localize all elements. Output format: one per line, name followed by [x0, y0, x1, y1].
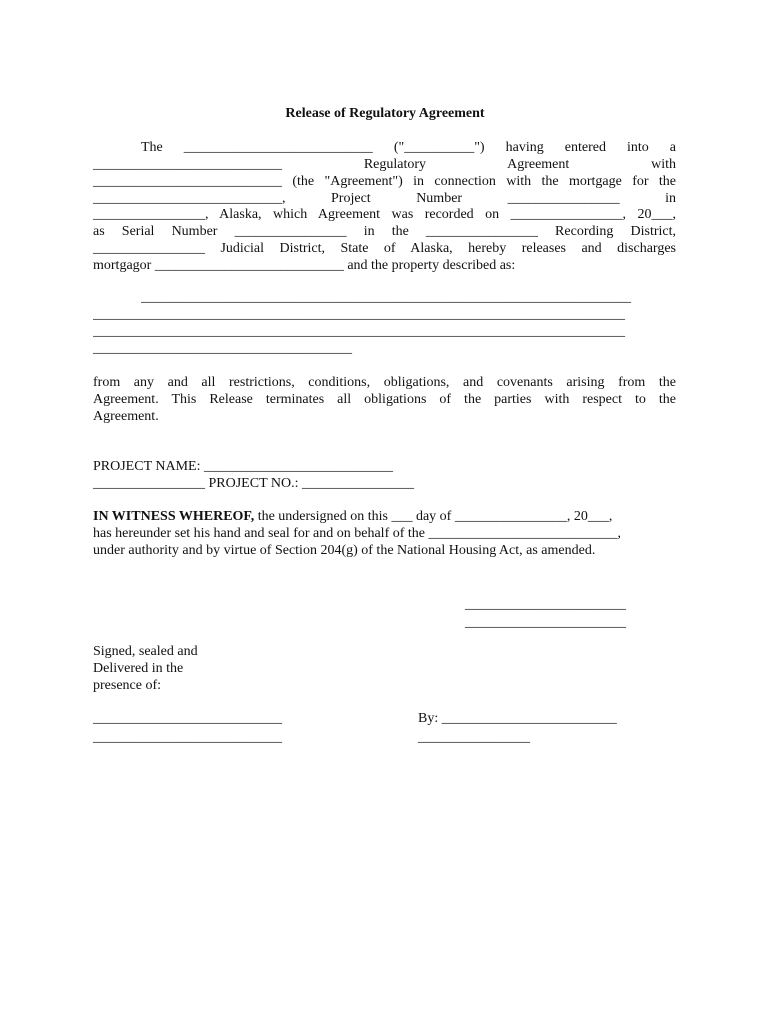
by-signature-line: By: _________________________: [418, 711, 617, 726]
property-blank-line-3: ____________________________________________________________________________: [93, 324, 625, 339]
intro-line-6: as Serial Number ________________ in the ________________ Recording District,: [93, 224, 676, 239]
property-blank-line-4: _____________________________________: [93, 341, 352, 356]
witness-signature-line-1: ___________________________: [93, 711, 282, 726]
release-line-2: Agreement. This Release terminates all obligations of the parties with respect to the: [93, 392, 676, 407]
witness-line-3: under authority and by virtue of Section 204(g) of the National Housing Act, as amended.: [93, 543, 596, 558]
intro-line-2: ___________________________ Regulatory Agreement with: [93, 157, 676, 172]
intro-line-4: ___________________________, Project Number ________________ in: [93, 191, 676, 206]
witness-lead: IN WITNESS WHEREOF,: [93, 509, 255, 524]
signed-sealed-line-2: Delivered in the: [93, 661, 184, 676]
property-blank-line-1: ______________________________________________________________________: [141, 290, 631, 305]
release-line-3: Agreement.: [93, 409, 159, 424]
signature-blank-2: _______________________: [465, 615, 626, 630]
intro-line-7: ________________ Judicial District, State of Alaska, hereby releases and discharges: [93, 241, 676, 256]
signed-sealed-line-1: Signed, sealed and: [93, 644, 198, 659]
release-line-1: from any and all restrictions, conditions, obligations, and covenants arising from the: [93, 375, 676, 390]
by-title-line: ________________: [418, 730, 530, 745]
witness-line-1-rest: the undersigned on this ___ day of ________________, 20___,: [254, 509, 613, 524]
witness-line-2: has hereunder set his hand and seal for and on behalf of the ___________________________,: [93, 526, 621, 541]
witness-signature-line-2: ___________________________: [93, 730, 282, 745]
project-no-field: ________________ PROJECT NO.: ________________: [93, 476, 414, 491]
witness-line-1: [93, 508, 612, 525]
intro-line-8: mortgagor ___________________________ and the property described as:: [93, 258, 516, 273]
intro-line-1: The ___________________________ ("__________") having entered into a: [141, 140, 676, 155]
document-title: Release of Regulatory Agreement: [285, 106, 485, 121]
signature-blank-1: _______________________: [465, 597, 626, 612]
intro-line-3: ___________________________ (the "Agreement") in connection with the mortgage for the: [93, 174, 676, 189]
signed-sealed-line-3: presence of:: [93, 678, 162, 693]
property-blank-line-2: ____________________________________________________________________________: [93, 307, 625, 322]
project-name-field: PROJECT NAME: ___________________________: [93, 459, 393, 474]
intro-line-5: ________________, Alaska, which Agreement was recorded on ________________, 20___,: [93, 207, 676, 222]
